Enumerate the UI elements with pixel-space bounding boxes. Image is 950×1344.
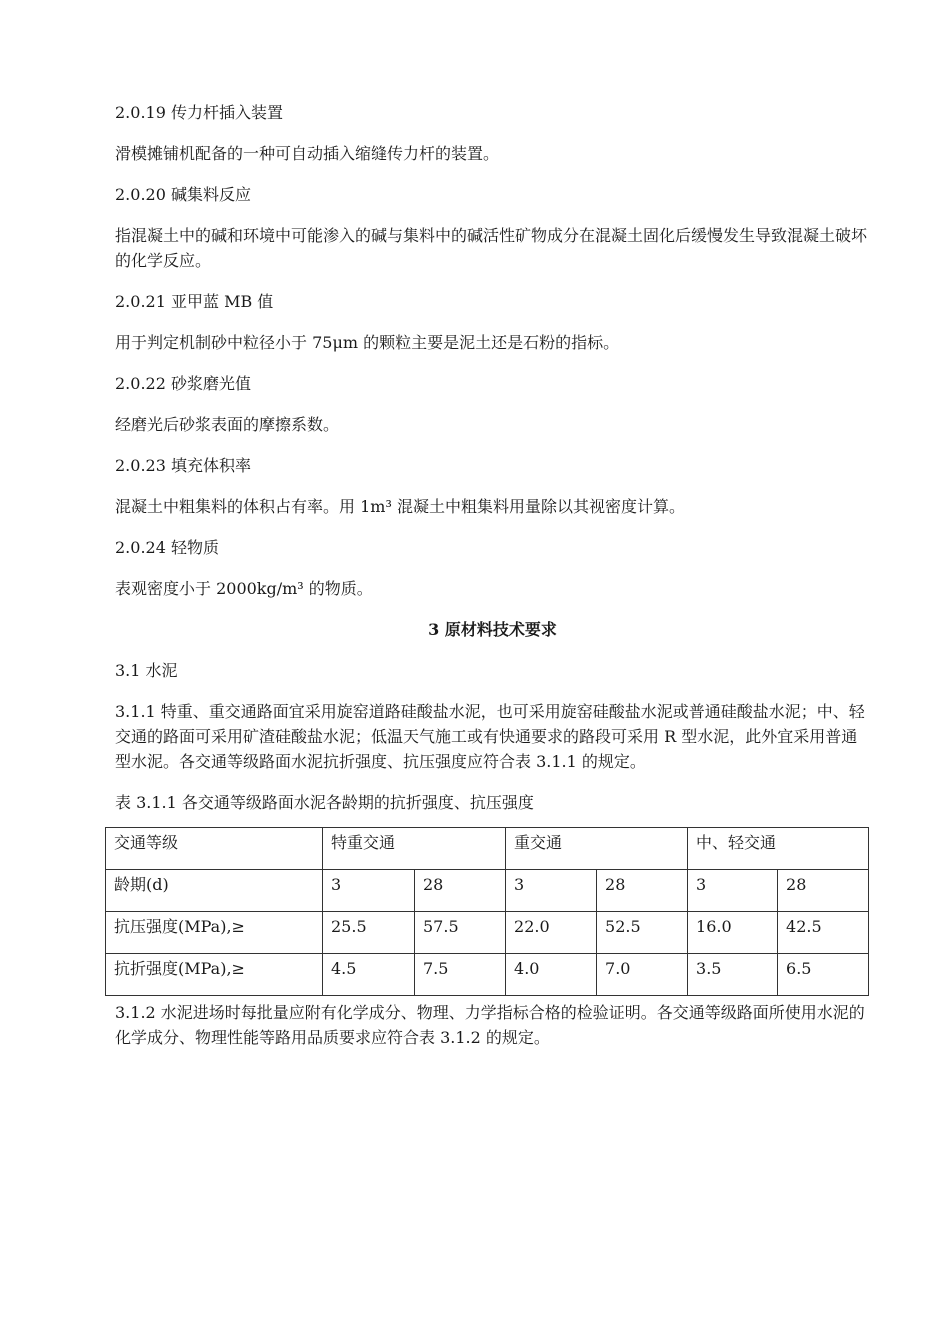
table-cell: 28 [778, 870, 869, 912]
table-cell: 7.5 [415, 954, 506, 996]
definition-2-0-20: 指混凝土中的碱和环境中可能渗入的碱与集料中的碱活性矿物成分在混凝土固化后缓慢发生导致混凝土破坏的化学反应。 [115, 226, 868, 270]
table-cell: 22.0 [506, 912, 597, 954]
table-cell: 3.5 [688, 954, 778, 996]
document-page [115, 100, 870, 1050]
table-row [106, 912, 869, 954]
table-cell: 4.0 [506, 954, 597, 996]
table-header-cell: 交通等级 [106, 828, 323, 870]
table-cell: 52.5 [597, 912, 688, 954]
table-cell: 3 [506, 870, 597, 912]
table-cell: 25.5 [323, 912, 415, 954]
clause-3-1-2: 3.1.2 水泥进场时每批量应附有化学成分、物理、力学指标合格的检验证明。各交通等级路面所使用水泥的化学成分、物理性能等路用品质要求应符合表 3.1.2 的规定。 [115, 1003, 865, 1047]
table-cell: 3 [323, 870, 415, 912]
table-cell: 龄期(d) [106, 870, 323, 912]
table-row [106, 870, 869, 912]
subsection-heading: 3.1 水泥 [115, 661, 178, 680]
table-cell: 28 [415, 870, 506, 912]
term-2-0-24: 2.0.24 轻物质 [115, 538, 219, 557]
table-cell: 3 [688, 870, 778, 912]
definition-2-0-21: 用于判定机制砂中粒径小于 75μm 的颗粒主要是泥土还是石粉的指标。 [115, 333, 620, 352]
table-row [106, 954, 869, 996]
definition-2-0-23: 混凝土中粗集料的体积占有率。用 1m³ 混凝土中粗集料用量除以其视密度计算。 [115, 497, 685, 516]
cement-strength-table [105, 827, 869, 996]
table-cell: 4.5 [323, 954, 415, 996]
clause-3-1-1: 3.1.1 特重、重交通路面宜采用旋窑道路硅酸盐水泥，也可采用旋窑硅酸盐水泥或普通硅酸盐水泥；中、轻交通的路面可采用矿渣硅酸盐水泥；低温天气施工或有快通要求的路段可采用 R 型水泥，此外宜采用普通型水泥。各交通等级路面水泥抗折强度、抗压强度应符合表 3.1.1 的规定。 [115, 702, 865, 771]
table-header-cell: 特重交通 [323, 828, 506, 870]
term-2-0-20: 2.0.20 碱集料反应 [115, 185, 251, 204]
definition-2-0-22: 经磨光后砂浆表面的摩擦系数。 [115, 415, 340, 434]
term-2-0-19: 2.0.19 传力杆插入装置 [115, 103, 283, 122]
definition-2-0-19: 滑模摊铺机配备的一种可自动插入缩缝传力杆的装置。 [115, 144, 500, 163]
definition-2-0-24: 表观密度小于 2000kg/m³ 的物质。 [115, 579, 373, 598]
table-header-cell: 中、轻交通 [688, 828, 869, 870]
term-2-0-21: 2.0.21 亚甲蓝 MB 值 [115, 292, 274, 311]
table-cell: 28 [597, 870, 688, 912]
table-cell: 7.0 [597, 954, 688, 996]
term-2-0-23: 2.0.23 填充体积率 [115, 456, 251, 475]
table-header-row [106, 828, 869, 870]
table-cell: 6.5 [778, 954, 869, 996]
table-cell: 42.5 [778, 912, 869, 954]
table-header-cell: 重交通 [506, 828, 688, 870]
table-cell: 16.0 [688, 912, 778, 954]
table-cell: 抗压强度(MPa),≥ [106, 912, 323, 954]
table-cell: 57.5 [415, 912, 506, 954]
table-cell: 抗折强度(MPa),≥ [106, 954, 323, 996]
table-caption: 表 3.1.1 各交通等级路面水泥各龄期的抗折强度、抗压强度 [115, 793, 534, 812]
term-2-0-22: 2.0.22 砂浆磨光值 [115, 374, 251, 393]
section-heading: 3 原材料技术要求 [428, 620, 557, 639]
